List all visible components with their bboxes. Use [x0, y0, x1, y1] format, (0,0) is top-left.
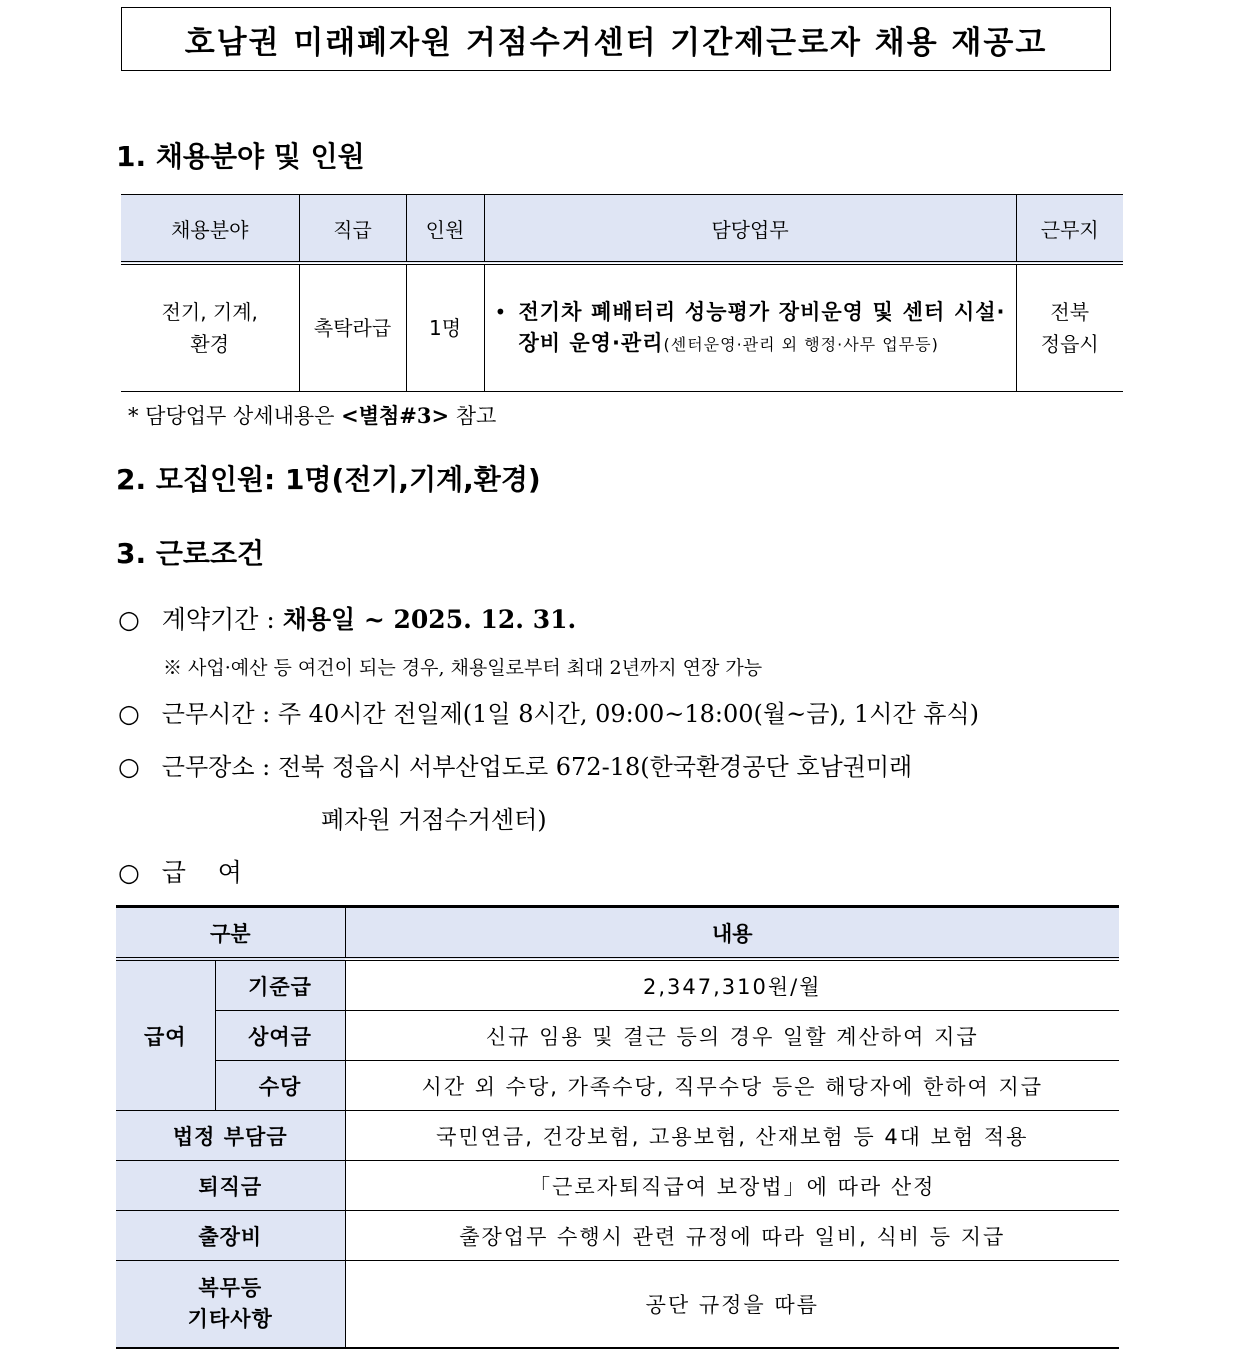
- circle-bullet-icon: ○: [118, 858, 140, 887]
- last-label-line2: 기타사항: [187, 1307, 273, 1331]
- table-row: [121, 263, 1123, 392]
- row-content: 출장업무 수행시 관련 규정에 따라 일비, 식비 등 지급: [345, 1211, 1119, 1261]
- cell-count: 1명: [406, 263, 484, 392]
- header-duty: 담당업무: [484, 195, 1016, 264]
- duty-text: [519, 297, 1006, 360]
- page-title-text: 호남권 미래폐자원 거점수거센터 기간제근로자 채용 재공고: [184, 24, 1048, 61]
- row-label: 법정 부담금: [116, 1111, 345, 1161]
- note-prefix: * 담당업무 상세내용은: [128, 404, 342, 428]
- work-place: [118, 747, 912, 782]
- cell-location: [1016, 263, 1123, 392]
- row-label: 퇴직금: [116, 1161, 345, 1211]
- circle-bullet-icon: ○: [118, 699, 140, 728]
- salary-table: [116, 905, 1119, 1349]
- row-content: 「근로자퇴직급여 보장법」에 따라 산정: [345, 1161, 1119, 1211]
- table-row: [116, 1161, 1119, 1211]
- salary-label: [118, 853, 242, 889]
- row-content: 시간 외 수당, 가족수당, 직무수당 등은 해당자에 한하여 지급: [345, 1061, 1119, 1111]
- circle-bullet-icon: ○: [118, 752, 140, 781]
- location-line2: 정읍시: [1040, 332, 1099, 356]
- contract-note: ※ 사업·예산 등 여건이 되는 경우, 채용일로부터 최대 2년까지 연장 가능: [163, 657, 763, 679]
- group-label: 급여: [116, 959, 215, 1111]
- location-line1: 전북: [1050, 300, 1090, 324]
- field-line2: 환경: [190, 332, 230, 356]
- header-location: 근무지: [1016, 195, 1123, 264]
- header-count: 인원: [406, 195, 484, 264]
- header-field: 채용분야: [121, 195, 299, 264]
- place-line2: 폐자원 거점수거센터): [321, 806, 547, 834]
- section2-heading: 2. 모집인원: 1명(전기,기계,환경): [116, 463, 541, 496]
- contract-period: [118, 600, 576, 636]
- contract-label: 계약기간 :: [161, 605, 283, 634]
- header-category: 구분: [116, 907, 345, 960]
- header-grade: 직급: [299, 195, 406, 264]
- row-label: 출장비: [116, 1211, 345, 1261]
- note-suffix: 참고: [449, 404, 497, 428]
- recruitment-table: [121, 194, 1123, 392]
- row-content: 공단 규정을 따름: [345, 1261, 1119, 1349]
- row-content: 2,347,310원/월: [345, 959, 1119, 1011]
- header-content: 내용: [345, 907, 1119, 960]
- duty-note: [128, 400, 496, 430]
- duty-detail: (센터운영·관리 외 행정·사무 업무등): [663, 335, 939, 354]
- recruitment-table-header: [121, 195, 1123, 264]
- work-hours: [118, 694, 979, 729]
- salary-table-header: [116, 907, 1119, 960]
- row-label: [116, 1261, 345, 1349]
- hours-text: 근무시간 : 주 40시간 전일제(1일 8시간, 09:00~18:00(월~금), 1시간 휴식): [161, 700, 979, 728]
- cell-duty: [484, 263, 1016, 392]
- row-label: 기준급: [215, 959, 345, 1011]
- contract-value: 채용일 ~ 2025. 12. 31.: [282, 605, 577, 634]
- duty-main: 전기차 폐배터리 성능평가 장비운영 및 센터 시설·장비 운영·관리: [518, 299, 1006, 355]
- table-row: [116, 1211, 1119, 1261]
- section3-heading: 3. 근로조건: [116, 537, 265, 570]
- section1-heading: 1. 채용분야 및 인원: [116, 140, 365, 173]
- last-label-line1: 복무등: [198, 1275, 263, 1300]
- row-content: 국민연금, 건강보험, 고용보험, 산재보험 등 4대 보험 적용: [345, 1111, 1119, 1161]
- table-row: [116, 1111, 1119, 1161]
- table-row: [116, 1261, 1119, 1349]
- salary-label-text: 급 여: [161, 858, 242, 887]
- field-line1: 전기, 기계,: [161, 300, 258, 324]
- place-line1: 근무장소 : 전북 정읍시 서부산업도로 672-18(한국환경공단 호남권미래: [161, 753, 913, 781]
- table-row: [116, 1061, 1119, 1111]
- cell-field: [121, 263, 299, 392]
- note-ref: <별첨#3>: [341, 403, 450, 428]
- row-label: 수당: [215, 1061, 345, 1111]
- page-title: [121, 7, 1111, 71]
- table-row: [116, 959, 1119, 1011]
- table-row: [116, 1011, 1119, 1061]
- circle-bullet-icon: ○: [118, 605, 140, 634]
- row-label: 상여금: [215, 1011, 345, 1061]
- bullet-icon: •: [494, 299, 507, 324]
- row-content: 신규 임용 및 결근 등의 경우 일할 계산하여 지급: [345, 1011, 1119, 1061]
- cell-grade: 촉탁라급: [299, 263, 406, 392]
